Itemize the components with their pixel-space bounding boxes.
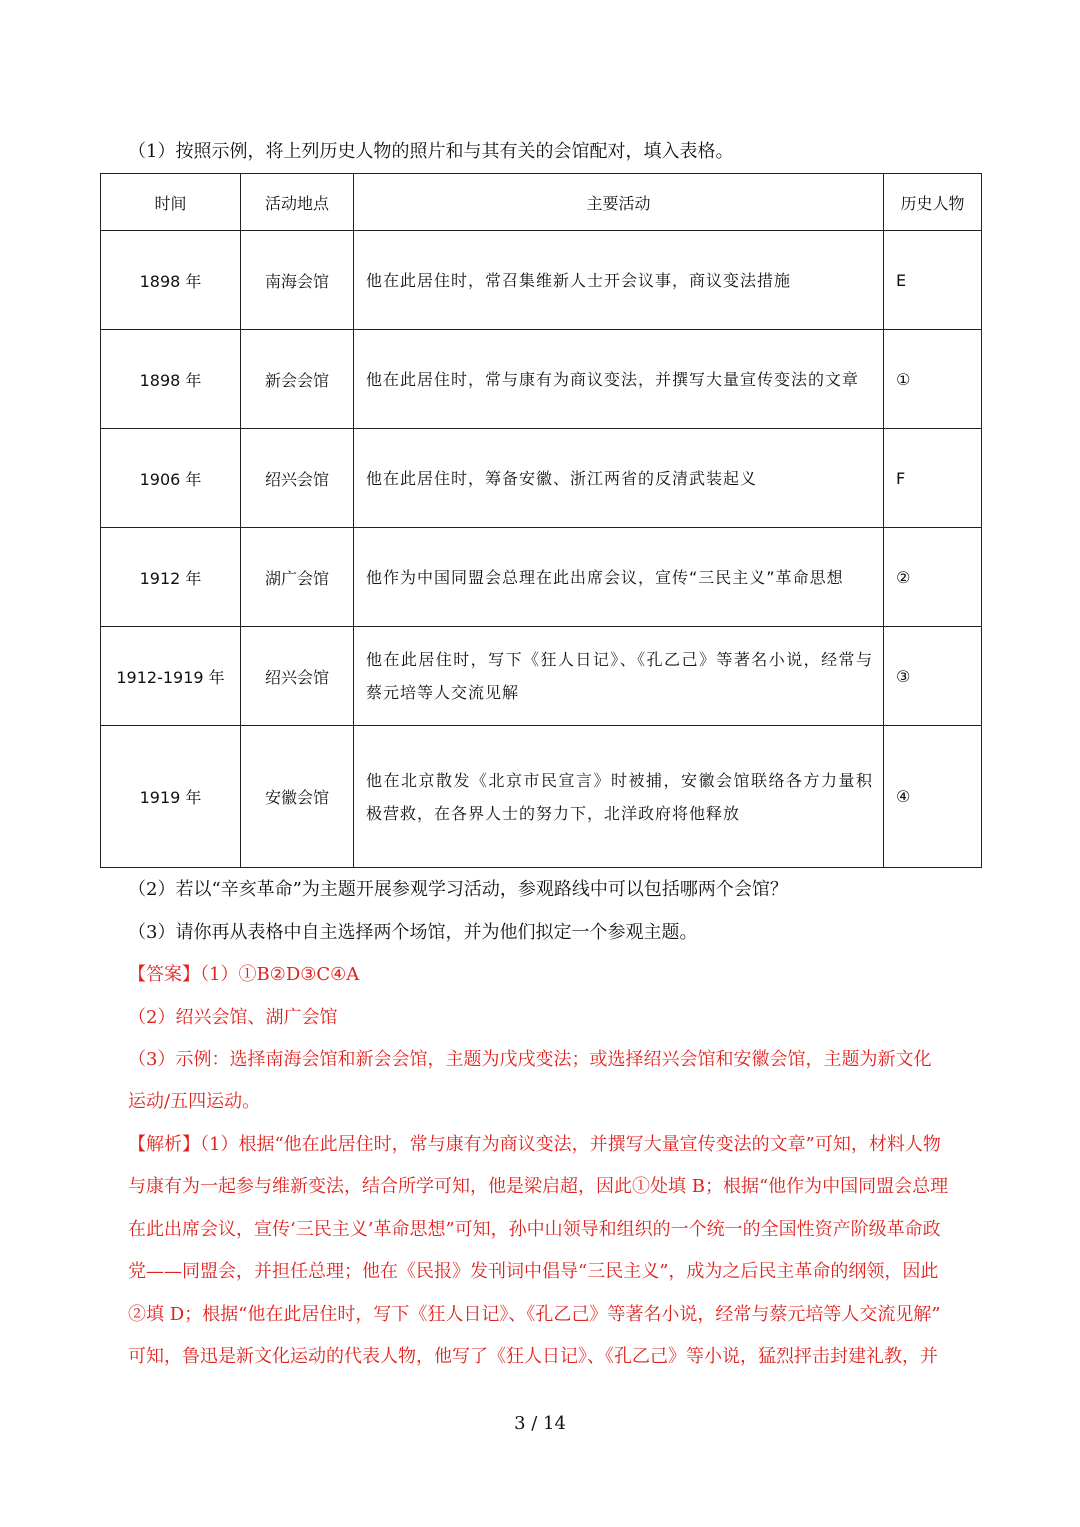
table-row — [101, 528, 982, 627]
cell-activity: 他在此居住时，筹备安徽、浙江两省的反清武装起义 — [354, 429, 884, 528]
cell-activity: 他在此居住时，写下《狂人日记》、《孔乙己》等著名小说，经常与蔡元培等人交流见解 — [354, 627, 884, 726]
cell-time: 1898 年 — [101, 231, 241, 330]
history-table — [100, 173, 982, 868]
table-row — [101, 627, 982, 726]
cell-person: F — [884, 429, 982, 528]
table-row — [101, 429, 982, 528]
question-2: （2）若以“辛亥革命”为主题开展参观学习活动，参观路线中可以包括哪两个会馆？ — [128, 879, 788, 900]
analysis-line: ②填 D；根据“他在此居住时，写下《狂人日记》、《孔乙己》等著名小说，经常与蔡元培等人交流见解” — [128, 1304, 941, 1325]
answer-line-3-cont: 运动/五四运动。 — [128, 1091, 261, 1112]
cell-person: ② — [884, 528, 982, 627]
table-row — [101, 726, 982, 868]
cell-person: ③ — [884, 627, 982, 726]
cell-person: E — [884, 231, 982, 330]
analysis-line: 与康有为一起参与维新变法，结合所学可知，他是梁启超，因此①处填 B；根据“他作为中国同盟会总理 — [128, 1176, 949, 1197]
answer-line-1: 【答案】（1）①B②D③C④A — [128, 964, 360, 985]
header-place: 活动地点 — [241, 174, 354, 231]
cell-place: 绍兴会馆 — [241, 627, 354, 726]
table-header-row — [101, 174, 982, 231]
table-row — [101, 330, 982, 429]
cell-place: 安徽会馆 — [241, 726, 354, 868]
cell-time: 1912 年 — [101, 528, 241, 627]
cell-time: 1898 年 — [101, 330, 241, 429]
answer-line-3: （3）示例：选择南海会馆和新会会馆，主题为戊戌变法；或选择绍兴会馆和安徽会馆，主题为新文化 — [128, 1049, 932, 1070]
cell-person: ① — [884, 330, 982, 429]
cell-activity: 他作为中国同盟会总理在此出席会议，宣传“三民主义”革命思想 — [354, 528, 884, 627]
cell-time: 1919 年 — [101, 726, 241, 868]
table-row — [101, 231, 982, 330]
cell-person: ④ — [884, 726, 982, 868]
cell-activity: 他在北京散发《北京市民宣言》时被捕，安徽会馆联络各方力量积极营救，在各界人士的努力下，北洋政府将他释放 — [354, 726, 884, 868]
cell-place: 南海会馆 — [241, 231, 354, 330]
cell-place: 湖广会馆 — [241, 528, 354, 627]
analysis-line: 可知，鲁迅是新文化运动的代表人物，他写了《狂人日记》、《孔乙己》等小说，猛烈抨击封建礼教，并 — [128, 1346, 938, 1367]
cell-time: 1906 年 — [101, 429, 241, 528]
header-activity: 主要活动 — [354, 174, 884, 231]
question-1: （1）按照示例，将上列历史人物的照片和与其有关的会馆配对，填入表格。 — [128, 141, 734, 162]
analysis-line: 党——同盟会，并担任总理；他在《民报》发刊词中倡导“三民主义”，成为之后民主革命的纲领，因此 — [128, 1261, 939, 1282]
analysis-line: 在此出席会议，宣传‘三民主义’革命思想”可知，孙中山领导和组织的一个统一的全国性资产阶级革命政 — [128, 1219, 941, 1240]
cell-time: 1912-1919 年 — [101, 627, 241, 726]
question-3: （3）请你再从表格中自主选择两个场馆，并为他们拟定一个参观主题。 — [128, 922, 698, 943]
header-person: 历史人物 — [884, 174, 982, 231]
answer-line-2: （2）绍兴会馆、湖广会馆 — [128, 1007, 338, 1028]
cell-activity: 他在此居住时，常召集维新人士开会议事，商议变法措施 — [354, 231, 884, 330]
cell-place: 绍兴会馆 — [241, 429, 354, 528]
page-number: 3 / 14 — [514, 1413, 566, 1434]
header-time: 时间 — [101, 174, 241, 231]
cell-place: 新会会馆 — [241, 330, 354, 429]
cell-activity: 他在此居住时，常与康有为商议变法，并撰写大量宣传变法的文章 — [354, 330, 884, 429]
analysis-line: 【解析】（1）根据“他在此居住时，常与康有为商议变法，并撰写大量宣传变法的文章”可知，材料人物 — [128, 1134, 941, 1155]
